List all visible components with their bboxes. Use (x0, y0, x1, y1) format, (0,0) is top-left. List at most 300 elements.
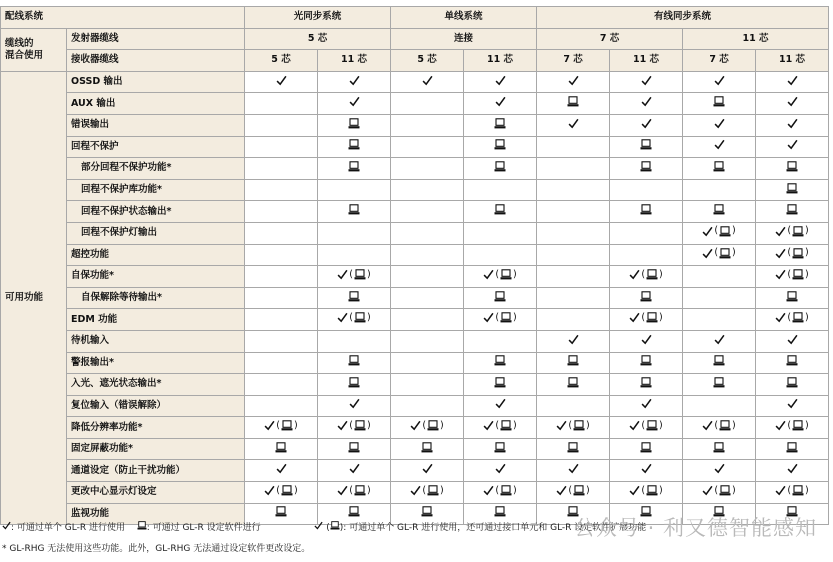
pc-icon (494, 355, 506, 366)
function-cell (683, 244, 756, 266)
pc-icon (137, 523, 147, 533)
function-cell (391, 395, 464, 417)
function-cell (610, 222, 683, 244)
function-cell (464, 374, 537, 396)
function-cell (683, 374, 756, 396)
legend-check-text: : 可通过单个 GL-R 进行使用 (11, 523, 125, 533)
function-cell (683, 330, 756, 352)
legend-both-text: : 可通过单个 GL-R 进行使用，还可通过接口单元和 GL-R 设定软件扩展功能 (343, 523, 647, 533)
check-icon (495, 75, 506, 86)
function-cell (756, 460, 829, 482)
table-row (1, 136, 829, 158)
function-label: 警报输出* (67, 352, 245, 374)
function-cell (537, 482, 610, 504)
pc-icon (786, 204, 798, 215)
function-cell (683, 266, 756, 288)
table-row (1, 201, 829, 223)
function-cell (537, 201, 610, 223)
table-row (1, 460, 829, 482)
function-cell (391, 158, 464, 180)
check-icon (787, 118, 798, 129)
function-cell (464, 244, 537, 266)
function-cell (610, 374, 683, 396)
function-cell (683, 222, 756, 244)
function-cell (756, 179, 829, 201)
check-pc-icon: ( ) (775, 247, 808, 259)
check-icon (714, 463, 725, 474)
function-cell (245, 482, 318, 504)
function-label: 部分回程不保护功能* (67, 158, 245, 180)
receiver-value: 5 芯 (245, 50, 318, 72)
table-row (1, 330, 829, 352)
function-cell (756, 222, 829, 244)
function-cell (245, 222, 318, 244)
function-cell (756, 395, 829, 417)
function-label: 回程不保护库功能* (67, 179, 245, 201)
check-icon (641, 463, 652, 474)
function-cell (756, 201, 829, 223)
legend-line-1 (2, 520, 646, 533)
function-table (0, 6, 829, 525)
pc-icon (494, 291, 506, 302)
function-cell (610, 482, 683, 504)
function-cell (318, 71, 391, 93)
pc-icon (713, 204, 725, 215)
function-cell (318, 374, 391, 396)
check-icon (495, 398, 506, 409)
function-cell (610, 417, 683, 439)
pc-icon (494, 118, 506, 129)
pc-icon (786, 161, 798, 172)
check-pc-icon: ( ) (629, 485, 662, 497)
function-cell (537, 114, 610, 136)
table-row (1, 352, 829, 374)
function-cell (245, 438, 318, 460)
function-cell (464, 287, 537, 309)
check-icon (641, 334, 652, 345)
function-cell (610, 71, 683, 93)
function-cell (683, 460, 756, 482)
check-icon (349, 463, 360, 474)
function-cell (391, 114, 464, 136)
function-label: 自保解除等待输出* (67, 287, 245, 309)
function-cell (391, 244, 464, 266)
function-cell (610, 201, 683, 223)
table-row (1, 114, 829, 136)
function-cell (245, 136, 318, 158)
function-cell (318, 266, 391, 288)
function-cell (245, 179, 318, 201)
mixed-use-label: 缆线的 混合使用 (1, 28, 67, 71)
function-cell (464, 417, 537, 439)
function-cell (610, 158, 683, 180)
function-label: 回程不保护 (67, 136, 245, 158)
function-cell (610, 352, 683, 374)
function-cell (683, 482, 756, 504)
function-cell (391, 460, 464, 482)
function-cell (318, 309, 391, 331)
function-cell (756, 158, 829, 180)
check-pc-icon: ( ) (775, 312, 808, 324)
receiver-value: 11 芯 (464, 50, 537, 72)
check-pc-icon: ( ) (702, 225, 735, 237)
function-label: 回程不保护灯输出 (67, 222, 245, 244)
pc-icon (494, 506, 506, 517)
function-cell (610, 114, 683, 136)
function-label: 错误输出 (67, 114, 245, 136)
function-cell (391, 417, 464, 439)
function-label: 回程不保护状态输出* (67, 201, 245, 223)
pc-icon (567, 96, 579, 107)
check-pc-icon: ( ) (264, 420, 297, 432)
function-cell (245, 266, 318, 288)
function-cell (391, 93, 464, 115)
function-label: 通道设定（防止干扰功能） (67, 460, 245, 482)
check-icon (349, 96, 360, 107)
function-cell (683, 438, 756, 460)
function-cell (391, 222, 464, 244)
function-cell (464, 136, 537, 158)
function-cell (610, 136, 683, 158)
function-cell (537, 287, 610, 309)
function-cell (464, 460, 537, 482)
pc-icon (494, 442, 506, 453)
check-pc-icon: ( ) (483, 312, 516, 324)
pc-icon (640, 291, 652, 302)
function-cell (464, 179, 537, 201)
table-row (1, 93, 829, 115)
function-label: 自保功能* (67, 266, 245, 288)
pc-icon (275, 442, 287, 453)
function-label: EDM 功能 (67, 309, 245, 331)
pc-icon (348, 204, 360, 215)
check-icon (495, 463, 506, 474)
table-row (1, 417, 829, 439)
check-icon (787, 96, 798, 107)
function-label: 固定屏蔽功能* (67, 438, 245, 460)
function-cell (318, 136, 391, 158)
function-cell (756, 330, 829, 352)
function-cell (245, 352, 318, 374)
table-row (1, 395, 829, 417)
function-cell (756, 114, 829, 136)
function-cell (683, 114, 756, 136)
function-cell (683, 179, 756, 201)
function-label: 更改中心显示灯设定 (67, 482, 245, 504)
function-cell (610, 179, 683, 201)
pc-icon (640, 139, 652, 150)
function-cell (683, 352, 756, 374)
check-icon (641, 398, 652, 409)
function-cell (464, 309, 537, 331)
pc-icon (640, 161, 652, 172)
function-cell (318, 460, 391, 482)
check-icon (714, 75, 725, 86)
pc-icon (494, 161, 506, 172)
emitter-value: 11 芯 (683, 28, 829, 50)
pc-icon (640, 442, 652, 453)
function-cell (391, 352, 464, 374)
pc-icon (348, 291, 360, 302)
function-cell (318, 287, 391, 309)
check-icon (349, 75, 360, 86)
receiver-value: 7 芯 (537, 50, 610, 72)
check-icon (787, 334, 798, 345)
function-cell (610, 266, 683, 288)
function-cell (683, 287, 756, 309)
function-cell (318, 330, 391, 352)
function-cell (391, 71, 464, 93)
function-cell (610, 330, 683, 352)
function-cell (756, 309, 829, 331)
function-cell (391, 309, 464, 331)
function-cell (464, 266, 537, 288)
legend-pc-text: : 可通过 GL-R 设定软件进行 (146, 523, 261, 533)
function-cell (245, 287, 318, 309)
group-wired-sync: 有线同步系统 (537, 7, 829, 29)
check-pc-icon: ( ) (483, 420, 516, 432)
function-cell (610, 309, 683, 331)
pc-icon (494, 204, 506, 215)
function-cell (537, 395, 610, 417)
table-row (1, 244, 829, 266)
function-cell (391, 179, 464, 201)
function-cell (537, 460, 610, 482)
check-icon (641, 96, 652, 107)
function-cell (683, 395, 756, 417)
emitter-value: 7 芯 (537, 28, 683, 50)
function-cell (318, 482, 391, 504)
check-icon (787, 139, 798, 150)
check-pc-icon: ( ) (629, 312, 662, 324)
function-cell (318, 114, 391, 136)
function-cell (464, 222, 537, 244)
group-optical-sync: 光同步系统 (245, 7, 391, 29)
check-pc-icon: ( ) (629, 269, 662, 281)
check-pc-icon: ( ) (337, 485, 370, 497)
emitter-value: 连接 (391, 28, 537, 50)
function-cell (683, 417, 756, 439)
function-cell (537, 438, 610, 460)
wiring-system-label: 配线系统 (1, 7, 245, 29)
function-cell (683, 71, 756, 93)
check-icon (2, 523, 11, 533)
pc-icon (640, 377, 652, 388)
check-pc-icon: ( ) (314, 523, 343, 533)
pc-icon (494, 139, 506, 150)
function-label: 待机输入 (67, 330, 245, 352)
receiver-value: 7 芯 (683, 50, 756, 72)
function-cell (610, 438, 683, 460)
function-cell (318, 93, 391, 115)
pc-icon (713, 442, 725, 453)
function-cell (756, 417, 829, 439)
function-cell (464, 158, 537, 180)
pc-icon (567, 377, 579, 388)
function-cell (610, 244, 683, 266)
check-icon (714, 118, 725, 129)
function-label: 复位输入（错误解除） (67, 395, 245, 417)
function-cell (464, 482, 537, 504)
function-cell (756, 244, 829, 266)
function-cell (464, 201, 537, 223)
function-cell (683, 136, 756, 158)
receiver-cable-label: 接收器缆线 (67, 50, 245, 72)
pc-icon (421, 506, 433, 517)
receiver-value: 11 芯 (318, 50, 391, 72)
check-pc-icon: ( ) (264, 485, 297, 497)
function-cell (391, 136, 464, 158)
table-row (1, 222, 829, 244)
pc-icon (348, 139, 360, 150)
function-cell (537, 417, 610, 439)
check-pc-icon: ( ) (556, 485, 589, 497)
table-row (1, 309, 829, 331)
pc-icon (786, 355, 798, 366)
check-icon (787, 75, 798, 86)
check-pc-icon: ( ) (775, 485, 808, 497)
group-single-line: 单线系统 (391, 7, 537, 29)
check-icon (276, 75, 287, 86)
pc-icon (567, 355, 579, 366)
check-icon (349, 398, 360, 409)
function-cell (391, 330, 464, 352)
check-pc-icon: ( ) (483, 269, 516, 281)
function-cell (756, 136, 829, 158)
pc-icon (786, 291, 798, 302)
table-row (1, 266, 829, 288)
function-cell (756, 352, 829, 374)
pc-icon (713, 161, 725, 172)
table-row (1, 482, 829, 504)
check-icon (568, 118, 579, 129)
function-cell (391, 287, 464, 309)
function-cell (318, 179, 391, 201)
function-cell (464, 114, 537, 136)
check-pc-icon: ( ) (337, 312, 370, 324)
function-cell (391, 374, 464, 396)
pc-icon (494, 377, 506, 388)
function-cell (683, 201, 756, 223)
pc-icon (713, 377, 725, 388)
function-cell (391, 201, 464, 223)
function-cell (464, 330, 537, 352)
function-cell (756, 71, 829, 93)
function-cell (391, 266, 464, 288)
check-icon (641, 118, 652, 129)
pc-icon (786, 183, 798, 194)
table-row (1, 158, 829, 180)
function-label: 超控功能 (67, 244, 245, 266)
check-icon (568, 463, 579, 474)
pc-icon (786, 442, 798, 453)
function-cell (464, 71, 537, 93)
check-icon (568, 334, 579, 345)
function-cell (537, 179, 610, 201)
pc-icon (713, 355, 725, 366)
function-cell (537, 330, 610, 352)
check-icon (276, 463, 287, 474)
check-pc-icon: ( ) (702, 247, 735, 259)
function-cell (537, 352, 610, 374)
function-cell (537, 93, 610, 115)
check-pc-icon: ( ) (775, 225, 808, 237)
function-cell (756, 482, 829, 504)
function-label: 入光、遮光状态输出* (67, 374, 245, 396)
function-cell (391, 438, 464, 460)
pc-icon (348, 506, 360, 517)
function-cell (464, 438, 537, 460)
table-row (1, 438, 829, 460)
pc-icon (640, 204, 652, 215)
check-icon (787, 463, 798, 474)
watermark-text: 公众号 · 利又德智能感知 (573, 516, 817, 540)
function-cell (318, 244, 391, 266)
receiver-value: 5 芯 (391, 50, 464, 72)
function-cell (318, 417, 391, 439)
function-cell (245, 309, 318, 331)
function-cell (537, 71, 610, 93)
function-cell (756, 438, 829, 460)
function-cell (245, 330, 318, 352)
check-pc-icon: ( ) (702, 485, 735, 497)
check-icon (714, 334, 725, 345)
emitter-cable-label: 发射器缆线 (67, 28, 245, 50)
section-label: 可用功能 (1, 71, 67, 524)
function-cell (318, 201, 391, 223)
pc-icon (275, 506, 287, 517)
check-icon (641, 75, 652, 86)
pc-icon (348, 442, 360, 453)
check-icon (422, 463, 433, 474)
function-cell (245, 395, 318, 417)
pc-icon (421, 442, 433, 453)
function-label: 降低分辨率功能* (67, 417, 245, 439)
check-pc-icon: ( ) (483, 485, 516, 497)
pc-icon (348, 161, 360, 172)
pc-icon (348, 118, 360, 129)
function-cell (610, 460, 683, 482)
check-pc-icon: ( ) (629, 420, 662, 432)
function-cell (245, 93, 318, 115)
function-cell (464, 395, 537, 417)
function-cell (245, 374, 318, 396)
check-pc-icon: ( ) (556, 420, 589, 432)
function-label: 监视功能 (67, 503, 245, 525)
emitter-value: 5 芯 (245, 28, 391, 50)
function-cell (318, 352, 391, 374)
function-cell (610, 93, 683, 115)
check-icon (568, 75, 579, 86)
table-row (1, 287, 829, 309)
function-cell (756, 93, 829, 115)
legend-line-2: * GL-RHG 无法使用这些功能。此外，GL-RHG 无法通过设定软件更改设定。 (2, 544, 311, 554)
function-cell (391, 482, 464, 504)
pc-icon (640, 355, 652, 366)
check-pc-icon: ( ) (775, 269, 808, 281)
function-cell (464, 352, 537, 374)
pc-icon (348, 377, 360, 388)
check-pc-icon: ( ) (410, 485, 443, 497)
function-cell (245, 158, 318, 180)
pc-icon (713, 96, 725, 107)
function-cell (756, 287, 829, 309)
check-pc-icon: ( ) (702, 420, 735, 432)
function-cell (756, 266, 829, 288)
table-row (1, 179, 829, 201)
function-cell (537, 222, 610, 244)
function-cell (537, 309, 610, 331)
